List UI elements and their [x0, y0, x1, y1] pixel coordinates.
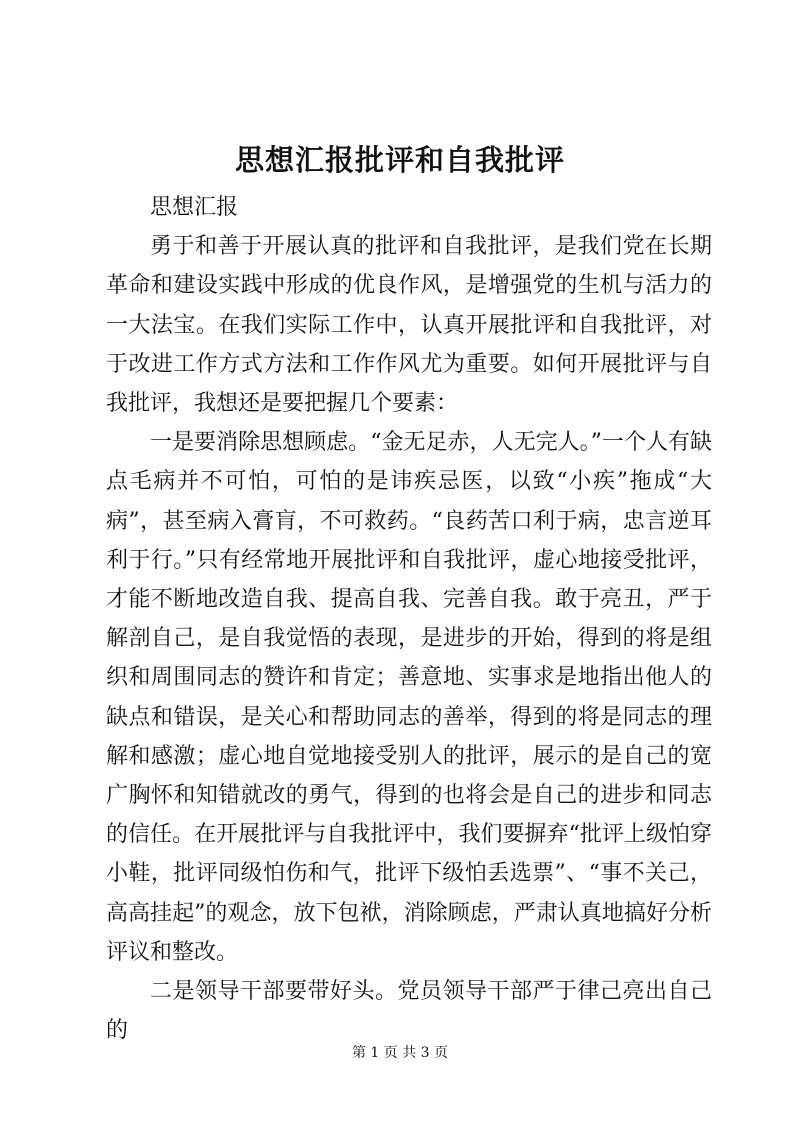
document-title: 思想汇报批评和自我批评	[234, 143, 565, 177]
page-number-footer: 第 1 页 共 3 页	[351, 1045, 449, 1061]
paragraph: 二是领导干部要带好头。党员领导干部严于律己亮出自己的	[106, 979, 712, 1044]
paragraph: 一是要消除思想顾虑。“金无足赤，人无完人。”一个人有缺点毛病并不可怕，可怕的是讳疾忌医，以致“小疾”拖成“大病”，甚至病入膏肓，不可救药。“良药苦口利于病，忠言逆耳利于行。”只有经常地开展批评和自我批评，虚心地接受批评，才能不断地改造自我、提高自我、完善自我。敢于亮丑，严于解剖自己，是自我觉悟的表现，是进步的开始，得到的将是组织和周围同志的赞许和肯定；善意地、实事求是地指出他人的缺点和错误，是关心和帮助同志的善举，得到的将是同志的理解和感激；虚心地自觉地接受别人的批评，展示的是自己的宽广胸怀和知错就改的勇气，得到的也将会是自己的进步和同志的信任。在开展批评与自我批评中，我们要摒弃“批评上级怕穿小鞋，批评同级怕伤和气，批评下级怕丢选票”、“事不关己，高高挂起”的观念，放下包袱，消除顾虑，严肃认真地搞好分析评议和整改。	[106, 430, 712, 965]
paragraph-heading: 思想汇报	[150, 195, 239, 220]
paragraph: 勇于和善于开展认真的批评和自我批评，是我们党在长期革命和建设实践中形成的优良作风，是增强党的生机与活力的一大法宝。在我们实际工作中，认真开展批评和自我批评，对于改进工作方式方法和工作作风尤为重要。如何开展批评与自我批评，我想还是要把握几个要素：	[106, 234, 712, 417]
document-body	[106, 188, 712, 1050]
